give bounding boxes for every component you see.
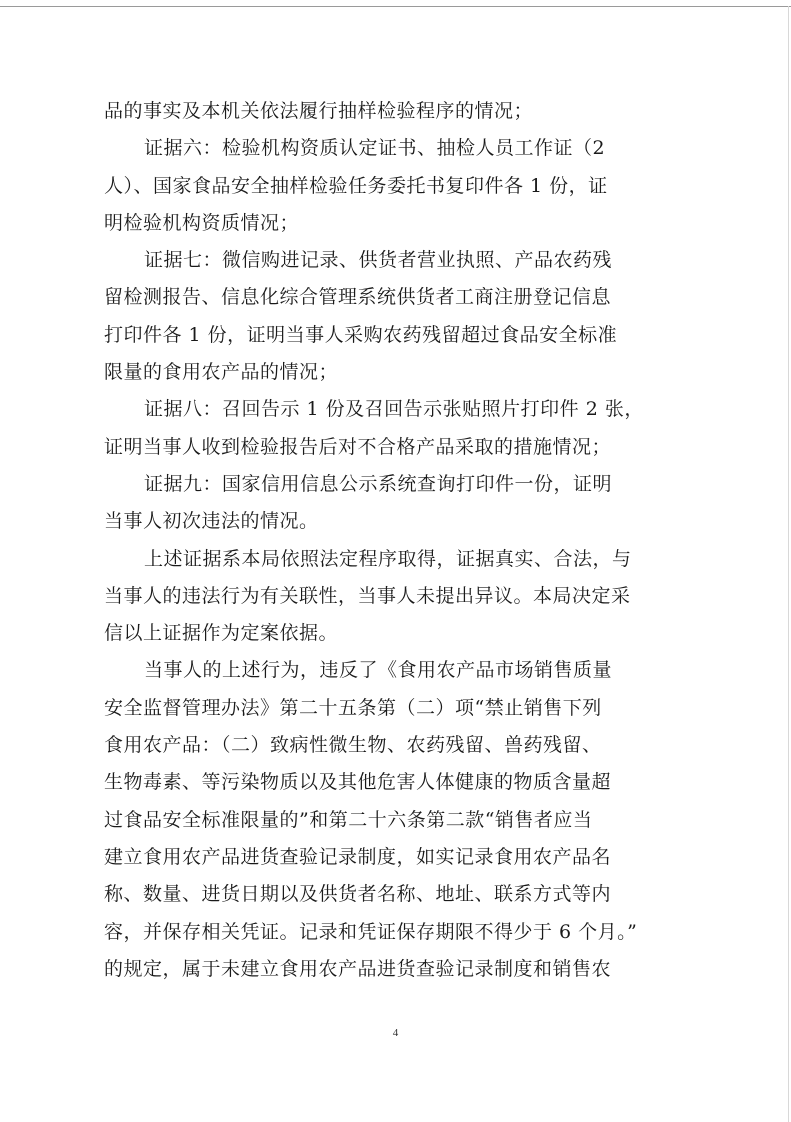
top-border-line — [0, 6, 791, 7]
text-line-9: 证据八：召回告示 1 份及召回告示张贴照片打印件 2 张， — [144, 398, 644, 421]
text-line-17: 安全监督管理办法》第二十五条第（二）项“禁止销售下列 — [104, 696, 602, 719]
text-line-18: 食用农产品：（二）致病性微生物、农药残留、兽药残留、 — [104, 734, 602, 757]
text-line-5: 证据七：微信购进记录、供货者营业执照、产品农药残 — [144, 249, 613, 272]
text-line-21: 建立食用农产品进货查验记录制度，如实记录食用农产品名 — [104, 845, 612, 868]
page-number: 4 — [392, 1027, 399, 1039]
text-line-14: 当事人的违法行为有关联性，当事人未提出异议。本局决定采 — [104, 584, 631, 607]
text-line-13: 上述证据系本局依照法定程序取得，证据真实、合法，与 — [144, 547, 632, 570]
text-line-4: 明检验机构资质情况； — [104, 211, 300, 234]
text-line-12: 当事人初次违法的情况。 — [104, 510, 319, 533]
right-border-line — [788, 6, 789, 1122]
text-line-15: 信以上证据作为定案依据。 — [104, 622, 339, 645]
text-line-24: 的规定，属于未建立食用农产品进货查验记录制度和销售农 — [104, 957, 612, 980]
text-line-22: 称、数量、进货日期以及供货者名称、地址、联系方式等内 — [104, 883, 612, 906]
text-line-6: 留检测报告、信息化综合管理系统供货者工商注册登记信息 — [104, 286, 612, 309]
text-line-2: 证据六：检验机构资质认定证书、抽检人员工作证（2 — [144, 137, 606, 160]
text-line-11: 证据九：国家信用信息公示系统查询打印件一份，证明 — [144, 472, 613, 495]
text-line-23: 容，并保存相关凭证。记录和凭证保存期限不得少于 6 个月。” — [104, 920, 638, 943]
text-line-8: 限量的食用农产品的情况； — [104, 361, 339, 384]
body-text — [104, 93, 684, 988]
text-line-20: 过食品安全标准限量的”和第二十六条第二款“销售者应当 — [104, 808, 593, 831]
text-line-10: 证明当事人收到检验报告后对不合格产品采取的措施情况； — [104, 435, 612, 458]
text-line-7: 打印件各 1 份，证明当事人采购农药残留超过食品安全标准 — [104, 323, 618, 346]
text-line-16: 当事人的上述行为，违反了《食用农产品市场销售质量 — [144, 659, 613, 682]
text-line-1: 品的事实及本机关依法履行抽样检验程序的情况； — [104, 100, 534, 122]
text-line-19: 生物毒素、等污染物质以及其他危害人体健康的物质含量超 — [104, 771, 612, 794]
text-line-3: 人）、国家食品安全抽样检验任务委托书复印件各 1 份，证 — [104, 174, 608, 197]
